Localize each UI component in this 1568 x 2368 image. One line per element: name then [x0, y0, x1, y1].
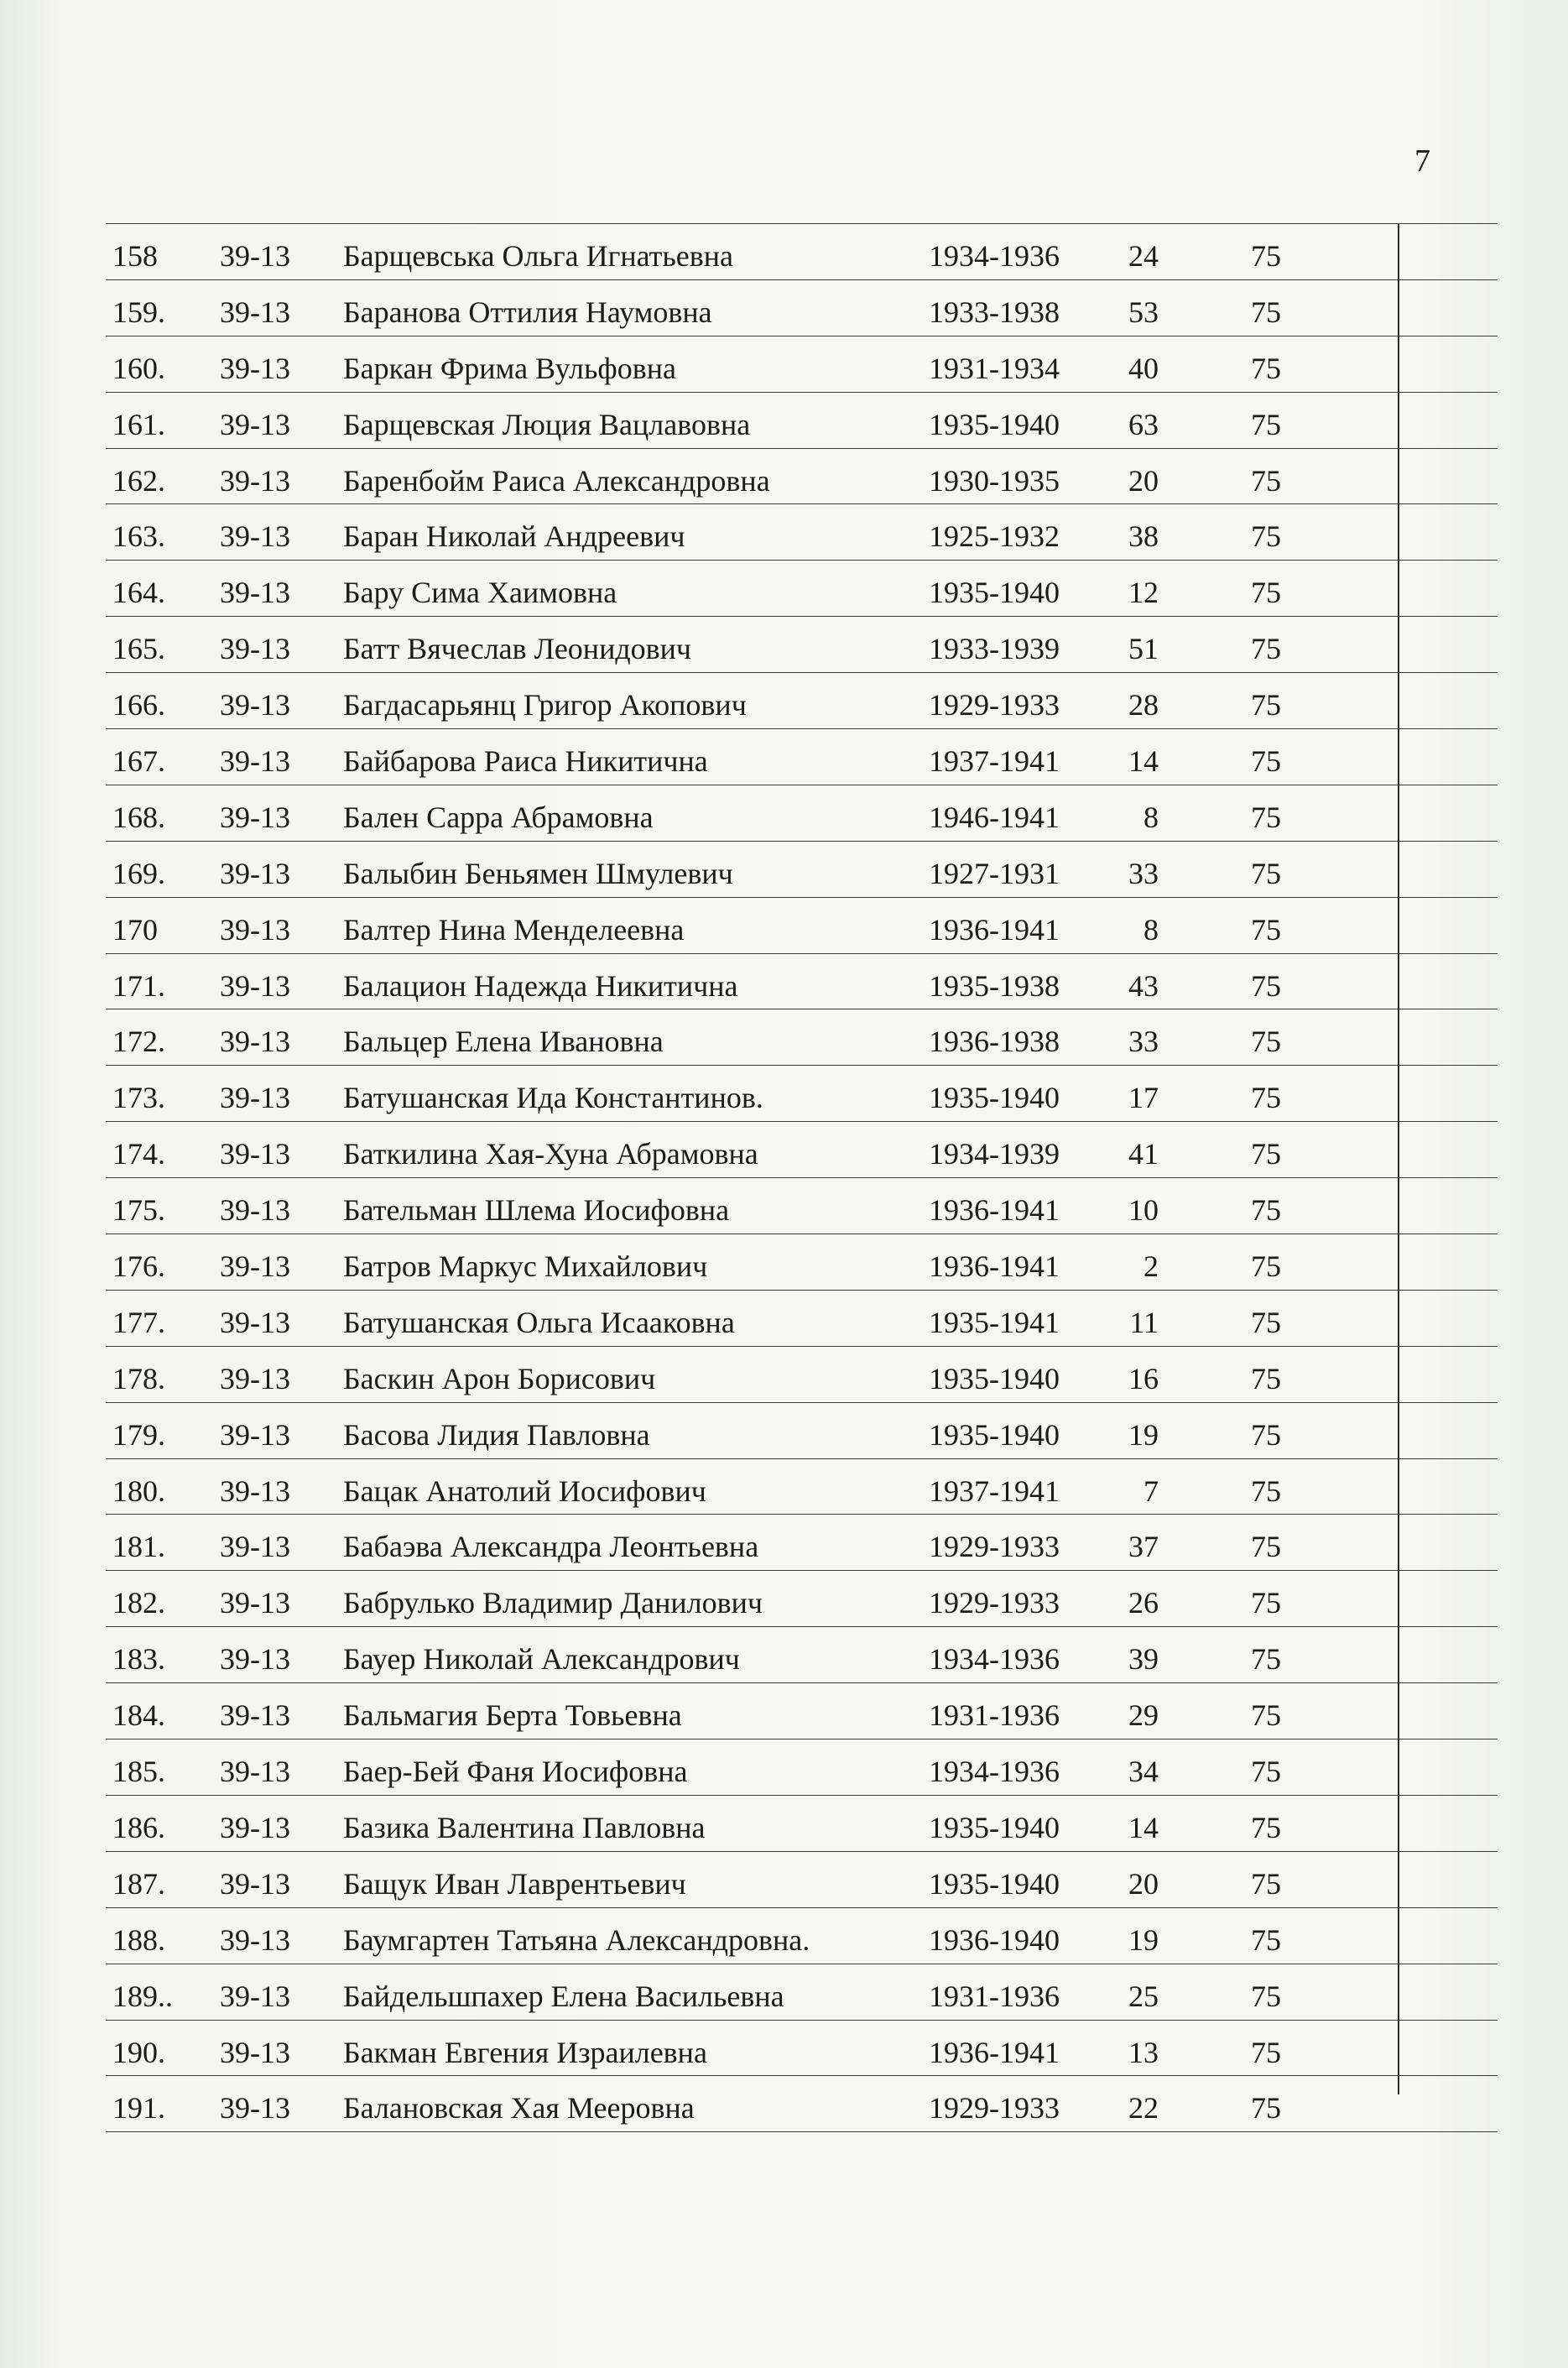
- table-row: [106, 1291, 1498, 1347]
- row-count: 14: [1128, 744, 1159, 779]
- row-value: 75: [1251, 576, 1281, 610]
- table-row: [106, 1571, 1498, 1627]
- row-number: 158: [112, 239, 158, 273]
- row-years: 1946-1941: [929, 800, 1060, 834]
- row-count: 34: [1128, 1755, 1159, 1789]
- row-count: 11: [1129, 1305, 1159, 1339]
- row-count: 20: [1128, 463, 1159, 498]
- table-row: [106, 1234, 1498, 1291]
- row-years: 1931-1936: [929, 1698, 1060, 1733]
- row-count: 19: [1128, 1922, 1159, 1957]
- row-years: 1935-1940: [929, 1361, 1060, 1395]
- row-years: 1931-1934: [929, 351, 1060, 385]
- row-number: 175.: [112, 1193, 165, 1228]
- row-code: 39-13: [220, 1810, 290, 1844]
- row-code: 39-13: [220, 1249, 290, 1284]
- row-years: 1929-1933: [929, 688, 1060, 722]
- row-name: Бакман Евгения Израилевна: [343, 2035, 707, 2069]
- row-count: 10: [1128, 1193, 1159, 1228]
- row-name: Бауер Николай Александрович: [343, 1642, 740, 1677]
- row-count: 24: [1128, 239, 1159, 273]
- row-value: 75: [1251, 688, 1281, 722]
- row-code: 39-13: [220, 519, 290, 554]
- table-vertical-rule: [1398, 223, 1399, 2094]
- row-years: 1929-1933: [929, 2091, 1060, 2125]
- register-table: [106, 223, 1498, 2132]
- row-count: 37: [1128, 1530, 1159, 1564]
- row-years: 1936-1941: [929, 1193, 1060, 1228]
- row-name: Баренбойм Раиса Александровна: [343, 463, 770, 498]
- row-code: 39-13: [220, 407, 290, 441]
- row-years: 1925-1932: [929, 519, 1060, 554]
- row-name: Бабрулько Владимир Данилович: [343, 1586, 763, 1620]
- row-name: Бательман Шлема Иосифовна: [343, 1193, 730, 1228]
- row-code: 39-13: [220, 1025, 290, 1059]
- row-value: 75: [1251, 295, 1281, 329]
- row-years: 1933-1939: [929, 632, 1060, 666]
- row-count: 43: [1128, 968, 1159, 1003]
- row-value: 75: [1251, 632, 1281, 666]
- row-code: 39-13: [220, 2091, 290, 2125]
- row-count: 26: [1128, 1586, 1159, 1620]
- row-years: 1929-1933: [929, 1586, 1060, 1620]
- row-years: 1936-1940: [929, 1922, 1060, 1957]
- row-code: 39-13: [220, 1417, 290, 1452]
- row-number: 185.: [112, 1755, 165, 1789]
- row-value: 75: [1251, 351, 1281, 385]
- row-count: 39: [1128, 1642, 1159, 1677]
- table-row: [106, 617, 1498, 673]
- row-value: 75: [1251, 744, 1281, 779]
- row-count: 14: [1128, 1810, 1159, 1844]
- row-code: 39-13: [220, 1979, 290, 2013]
- row-name: Баумгартен Татьяна Александровна.: [343, 1922, 810, 1957]
- row-count: 22: [1128, 2091, 1159, 2125]
- row-code: 39-13: [220, 1081, 290, 1115]
- row-number: 176.: [112, 1249, 165, 1284]
- row-code: 39-13: [220, 688, 290, 722]
- row-name: Баран Николай Андреевич: [343, 519, 685, 554]
- row-name: Бален Сарра Абрамовна: [343, 800, 654, 834]
- row-name: Батт Вячеслав Леонидович: [343, 632, 692, 666]
- row-value: 75: [1251, 1755, 1281, 1789]
- table-row: [106, 393, 1498, 449]
- table-row: [106, 1347, 1498, 1403]
- row-count: 38: [1128, 519, 1159, 554]
- row-number: 160.: [112, 351, 165, 385]
- row-code: 39-13: [220, 351, 290, 385]
- row-value: 75: [1251, 407, 1281, 441]
- row-number: 177.: [112, 1305, 165, 1339]
- row-number: 174.: [112, 1137, 165, 1171]
- row-years: 1934-1936: [929, 1755, 1060, 1789]
- row-count: 19: [1128, 1417, 1159, 1452]
- row-count: 13: [1128, 2035, 1159, 2069]
- row-name: Барщевська Ольга Игнатьевна: [343, 239, 734, 273]
- row-value: 75: [1251, 239, 1281, 273]
- row-code: 39-13: [220, 856, 290, 890]
- row-years: 1935-1940: [929, 1866, 1060, 1901]
- row-name: Бабаэва Александра Леонтьевна: [343, 1530, 759, 1564]
- row-name: Баранова Оттилия Наумовна: [343, 295, 712, 329]
- row-years: 1936-1941: [929, 912, 1060, 947]
- row-number: 187.: [112, 1866, 165, 1901]
- row-name: Бару Сима Хаимовна: [343, 576, 617, 610]
- row-years: 1935-1940: [929, 576, 1060, 610]
- row-value: 75: [1251, 1025, 1281, 1059]
- row-count: 40: [1128, 351, 1159, 385]
- row-number: 173.: [112, 1081, 165, 1115]
- row-value: 75: [1251, 1698, 1281, 1733]
- row-name: Батушанская Ида Константинов.: [343, 1081, 763, 1115]
- row-number: 182.: [112, 1586, 165, 1620]
- row-value: 75: [1251, 1810, 1281, 1844]
- row-years: 1936-1941: [929, 2035, 1060, 2069]
- table-row: [106, 1627, 1498, 1683]
- table-row: [106, 1683, 1498, 1739]
- row-code: 39-13: [220, 1586, 290, 1620]
- row-number: 171.: [112, 968, 165, 1003]
- row-value: 75: [1251, 2091, 1281, 2125]
- row-name: Басова Лидия Павловна: [343, 1417, 650, 1452]
- row-code: 39-13: [220, 1137, 290, 1171]
- table-row: [106, 954, 1498, 1010]
- row-name: Балановская Хая Мееровна: [343, 2091, 695, 2125]
- row-number: 179.: [112, 1417, 165, 1452]
- row-count: 33: [1128, 856, 1159, 890]
- row-count: 17: [1128, 1081, 1159, 1115]
- row-count: 8: [1143, 800, 1159, 834]
- row-value: 75: [1251, 1193, 1281, 1228]
- row-count: 12: [1128, 576, 1159, 610]
- row-years: 1934-1936: [929, 239, 1060, 273]
- row-number: 167.: [112, 744, 165, 779]
- row-value: 75: [1251, 1417, 1281, 1452]
- row-number: 183.: [112, 1642, 165, 1677]
- table-row: [106, 1178, 1498, 1234]
- table-row: [106, 1739, 1498, 1796]
- row-value: 75: [1251, 1586, 1281, 1620]
- row-value: 75: [1251, 1530, 1281, 1564]
- row-years: 1937-1941: [929, 1473, 1060, 1508]
- row-count: 51: [1128, 632, 1159, 666]
- row-code: 39-13: [220, 1530, 290, 1564]
- table-row: [106, 1403, 1498, 1459]
- row-value: 75: [1251, 1249, 1281, 1284]
- row-count: 41: [1128, 1137, 1159, 1171]
- row-number: 180.: [112, 1473, 165, 1508]
- row-code: 39-13: [220, 912, 290, 947]
- row-name: Баскин Арон Борисович: [343, 1361, 656, 1395]
- row-name: Баткилина Хая-Хуна Абрамовна: [343, 1137, 758, 1171]
- row-years: 1935-1940: [929, 1810, 1060, 1844]
- table-row: [106, 561, 1498, 617]
- row-name: Батушанская Ольга Исааковна: [343, 1305, 735, 1339]
- table-row: [106, 1009, 1498, 1066]
- row-code: 39-13: [220, 800, 290, 834]
- row-years: 1935-1940: [929, 1417, 1060, 1452]
- row-number: 186.: [112, 1810, 165, 1844]
- row-code: 39-13: [220, 1755, 290, 1789]
- row-code: 39-13: [220, 2035, 290, 2069]
- row-value: 75: [1251, 519, 1281, 554]
- row-value: 75: [1251, 1642, 1281, 1677]
- row-number: 181.: [112, 1530, 165, 1564]
- row-value: 75: [1251, 463, 1281, 498]
- row-count: 53: [1128, 295, 1159, 329]
- row-count: 25: [1128, 1979, 1159, 2013]
- row-name: Байбарова Раиса Никитична: [343, 744, 708, 779]
- row-name: Балацион Надежда Никитична: [343, 968, 738, 1003]
- row-count: 33: [1128, 1025, 1159, 1059]
- row-number: 166.: [112, 688, 165, 722]
- row-years: 1936-1938: [929, 1025, 1060, 1059]
- row-years: 1935-1940: [929, 407, 1060, 441]
- row-years: 1935-1941: [929, 1305, 1060, 1339]
- row-value: 75: [1251, 912, 1281, 947]
- row-name: Байдельшпахер Елена Васильевна: [343, 1979, 784, 2013]
- table-row: [106, 1964, 1498, 2021]
- table-row: [106, 1459, 1498, 1515]
- row-name: Бальцер Елена Ивановна: [343, 1025, 664, 1059]
- row-number: 159.: [112, 295, 165, 329]
- row-value: 75: [1251, 856, 1281, 890]
- row-number: 170: [112, 912, 158, 947]
- row-number: 161.: [112, 407, 165, 441]
- row-count: 63: [1128, 407, 1159, 441]
- row-code: 39-13: [220, 295, 290, 329]
- row-count: 7: [1143, 1473, 1159, 1508]
- row-years: 1934-1939: [929, 1137, 1060, 1171]
- row-code: 39-13: [220, 632, 290, 666]
- row-value: 75: [1251, 800, 1281, 834]
- row-number: 189..: [112, 1979, 173, 2013]
- table-row: [106, 2076, 1498, 2132]
- row-years: 1931-1936: [929, 1979, 1060, 2013]
- row-name: Балтер Нина Менделеевна: [343, 912, 685, 947]
- table-row: [106, 1852, 1498, 1908]
- row-code: 39-13: [220, 1305, 290, 1339]
- row-value: 75: [1251, 1866, 1281, 1901]
- row-value: 75: [1251, 1361, 1281, 1395]
- row-years: 1936-1941: [929, 1249, 1060, 1284]
- table-row: [106, 336, 1498, 393]
- row-value: 75: [1251, 968, 1281, 1003]
- table-row: [106, 1122, 1498, 1178]
- row-value: 75: [1251, 1137, 1281, 1171]
- row-years: 1927-1931: [929, 856, 1060, 890]
- row-code: 39-13: [220, 1866, 290, 1901]
- table-row: [106, 1515, 1498, 1571]
- row-code: 39-13: [220, 1361, 290, 1395]
- row-name: Бащук Иван Лаврентьевич: [343, 1866, 686, 1901]
- row-years: 1937-1941: [929, 744, 1060, 779]
- table-row: [106, 785, 1498, 842]
- row-number: 163.: [112, 519, 165, 554]
- row-years: 1933-1938: [929, 295, 1060, 329]
- row-years: 1935-1938: [929, 968, 1060, 1003]
- row-count: 29: [1128, 1698, 1159, 1733]
- row-code: 39-13: [220, 576, 290, 610]
- row-years: 1929-1933: [929, 1530, 1060, 1564]
- row-code: 39-13: [220, 239, 290, 273]
- row-value: 75: [1251, 1922, 1281, 1957]
- row-name: Бацак Анатолий Иосифович: [343, 1473, 706, 1508]
- row-name: Баркан Фрима Вульфовна: [343, 351, 676, 385]
- row-number: 190.: [112, 2035, 165, 2069]
- row-name: Балыбин Беньямен Шмулевич: [343, 856, 733, 890]
- row-count: 8: [1143, 912, 1159, 947]
- table-row: [106, 449, 1498, 505]
- table-row: [106, 729, 1498, 785]
- row-count: 28: [1128, 688, 1159, 722]
- row-value: 75: [1251, 1979, 1281, 2013]
- table-row: [106, 1066, 1498, 1122]
- row-count: 20: [1128, 1866, 1159, 1901]
- row-name: Багдасарьянц Григор Акопович: [343, 688, 747, 722]
- row-number: 178.: [112, 1361, 165, 1395]
- row-number: 188.: [112, 1922, 165, 1957]
- row-number: 172.: [112, 1025, 165, 1059]
- row-name: Барщевская Люция Вацлавовна: [343, 407, 751, 441]
- row-number: 184.: [112, 1698, 165, 1733]
- row-count: 16: [1128, 1361, 1159, 1395]
- table-row: [106, 504, 1498, 561]
- row-name: Базика Валентина Павловна: [343, 1810, 706, 1844]
- row-name: Бальмагия Берта Товьевна: [343, 1698, 682, 1733]
- row-number: 168.: [112, 800, 165, 834]
- row-years: 1930-1935: [929, 463, 1060, 498]
- row-number: 191.: [112, 2091, 165, 2125]
- table-row: [106, 223, 1498, 280]
- table-row: [106, 842, 1498, 898]
- row-number: 165.: [112, 632, 165, 666]
- table-row: [106, 280, 1498, 336]
- table-row: [106, 2021, 1498, 2077]
- row-name: Баер-Бей Фаня Иосифовна: [343, 1755, 688, 1789]
- row-code: 39-13: [220, 463, 290, 498]
- page-number: 7: [1414, 143, 1430, 179]
- table-row: [106, 898, 1498, 954]
- row-count: 2: [1143, 1249, 1159, 1284]
- row-number: 169.: [112, 856, 165, 890]
- row-code: 39-13: [220, 1698, 290, 1733]
- row-number: 164.: [112, 576, 165, 610]
- row-name: Батров Маркус Михайлович: [343, 1249, 708, 1284]
- table-row: [106, 1796, 1498, 1852]
- row-value: 75: [1251, 1081, 1281, 1115]
- row-years: 1934-1936: [929, 1642, 1060, 1677]
- row-code: 39-13: [220, 1922, 290, 1957]
- row-code: 39-13: [220, 968, 290, 1003]
- row-code: 39-13: [220, 744, 290, 779]
- row-value: 75: [1251, 2035, 1281, 2069]
- row-value: 75: [1251, 1305, 1281, 1339]
- row-code: 39-13: [220, 1642, 290, 1677]
- table-row: [106, 1908, 1498, 1964]
- row-value: 75: [1251, 1473, 1281, 1508]
- row-number: 162.: [112, 463, 165, 498]
- row-code: 39-13: [220, 1473, 290, 1508]
- row-code: 39-13: [220, 1193, 290, 1228]
- table-row: [106, 673, 1498, 729]
- row-years: 1935-1940: [929, 1081, 1060, 1115]
